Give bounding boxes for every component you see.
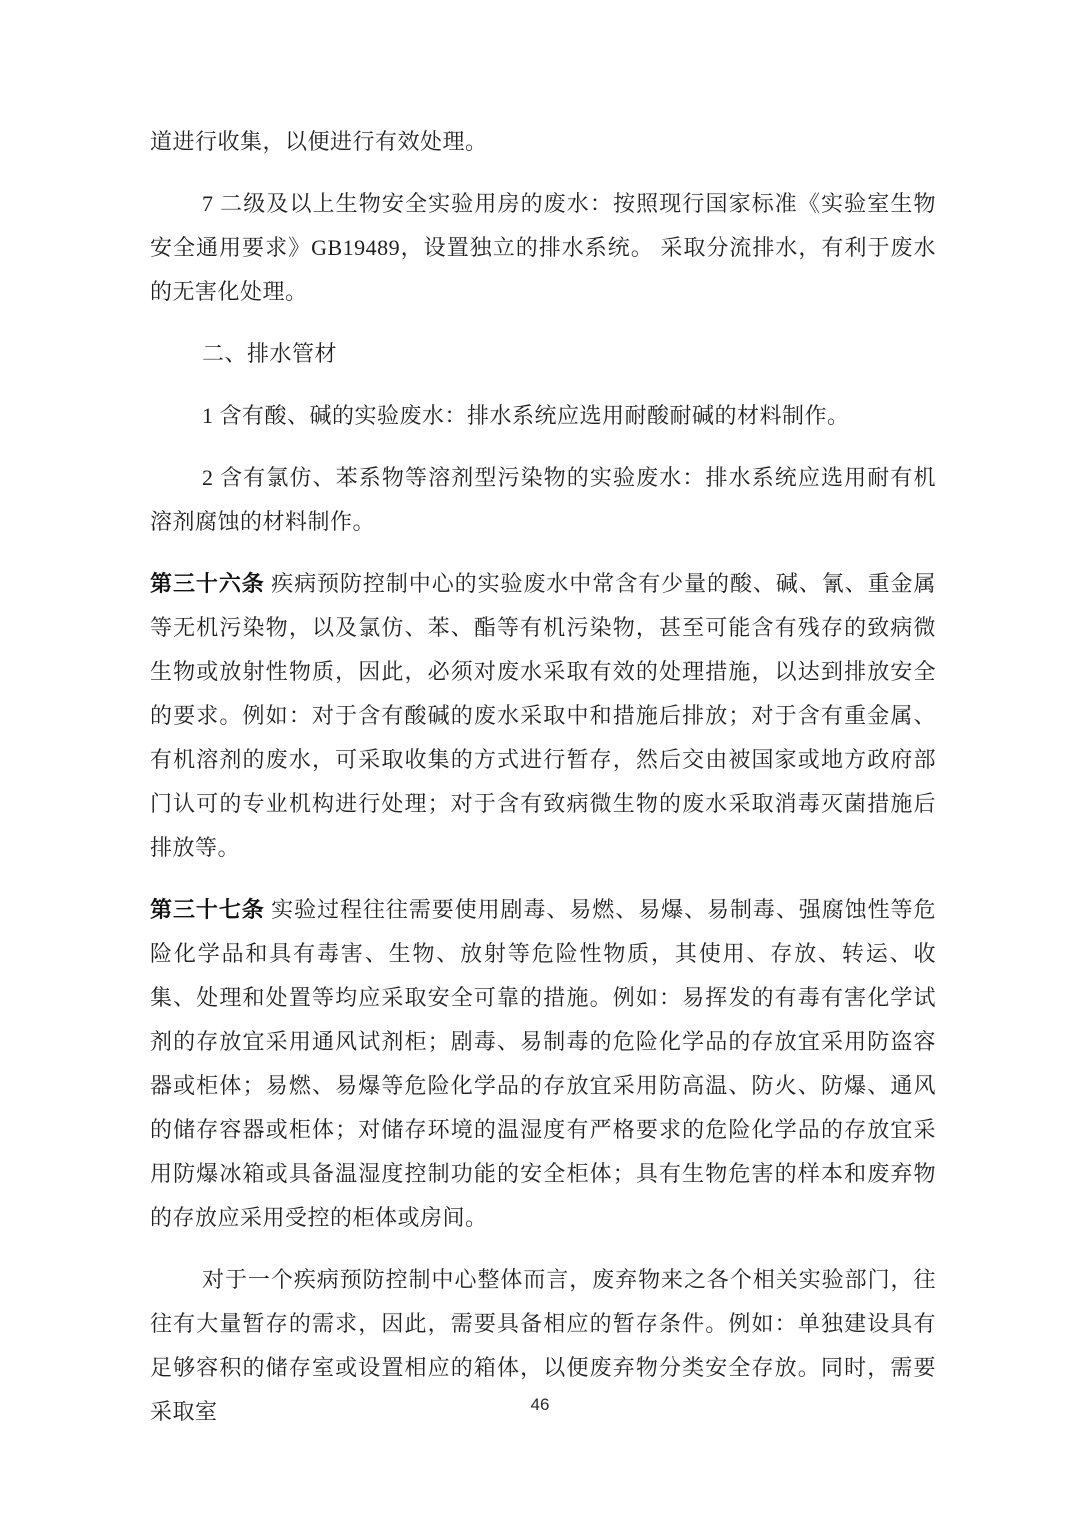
document-body bbox=[150, 120, 936, 1452]
paragraph-continuation bbox=[150, 120, 936, 164]
paragraph-text: 1 含有酸、碱的实验废水：排水系统应选用耐酸耐碱的材料制作。 bbox=[202, 403, 850, 428]
section-heading-drainage-pipes bbox=[150, 332, 936, 376]
paragraph-text: 2 含有氯仿、苯系物等溶剂型污染物的实验废水：排水系统应选用耐有机溶剂腐蚀的材料制作。 bbox=[150, 465, 936, 534]
article-36-text: 疾病预防控制中心的实验废水中常含有少量的酸、碱、氰、重金属等无机污染物，以及氯仿、苯、酯等有机污染物，甚至可能含有残存的致病微生物或放射性物质，因此，必须对废水采取有效的处理措施，以达到排放安全的要求。例如：对于含有酸碱的废水采取中和措施后排放；对于含有重金属、有机溶剂的废水，可采取收集的方式进行暂存，然后交由被国家或地方政府部门认可的专业机构进行处理；对于含有致病微生物的废水采取消毒灭菌措施后排放等。 bbox=[150, 571, 936, 860]
article-37-paragraph bbox=[150, 888, 936, 1240]
section-heading-text: 二、排水管材 bbox=[202, 341, 338, 366]
paragraph-item-7 bbox=[150, 182, 936, 314]
article-37-text: 实验过程往往需要使用剧毒、易燃、易爆、易制毒、强腐蚀性等危险化学品和具有毒害、生物、放射等危险性物质，其使用、存放、转运、收集、处理和处置等均应采取安全可靠的措施。例如：易挥发的有毒有害化学试剂的存放宜采用通风试剂柜；剧毒、易制毒的危险化学品的存放宜采用防盗容器或柜体；易燃、易爆等危险化学品的存放宜采用防高温、防火、防爆、通风的储存容器或柜体；对储存环境的温湿度有严格要求的危险化学品的存放宜采用防爆冰箱或具备温湿度控制功能的安全柜体；具有生物危害的样本和废弃物的存放应采用受控的柜体或房间。 bbox=[150, 897, 936, 1230]
page-number: 46 bbox=[530, 1395, 550, 1414]
article-37-number: 第三十七条 bbox=[150, 897, 265, 922]
paragraph-text: 对于一个疾病预防控制中心整体而言，废弃物来之各个相关实验部门，往往有大量暂存的需求，因此，需要具备相应的暂存条件。例如：单独建设具有足够容积的储存室或设置相应的箱体，以便废弃物分类安全存放。同时，需要采取室 bbox=[150, 1267, 936, 1424]
article-36-paragraph bbox=[150, 562, 936, 870]
paragraph-text: 7 二级及以上生物安全实验用房的废水：按照现行国家标准《实验室生物安全通用要求》GB19489，设置独立的排水系统。 采取分流排水，有利于废水的无害化处理。 bbox=[150, 191, 936, 304]
paragraph-text: 道进行收集，以便进行有效处理。 bbox=[150, 129, 488, 154]
article-36-number: 第三十六条 bbox=[150, 571, 265, 596]
paragraph-item-2 bbox=[150, 456, 936, 544]
paragraph-item-1 bbox=[150, 394, 936, 438]
